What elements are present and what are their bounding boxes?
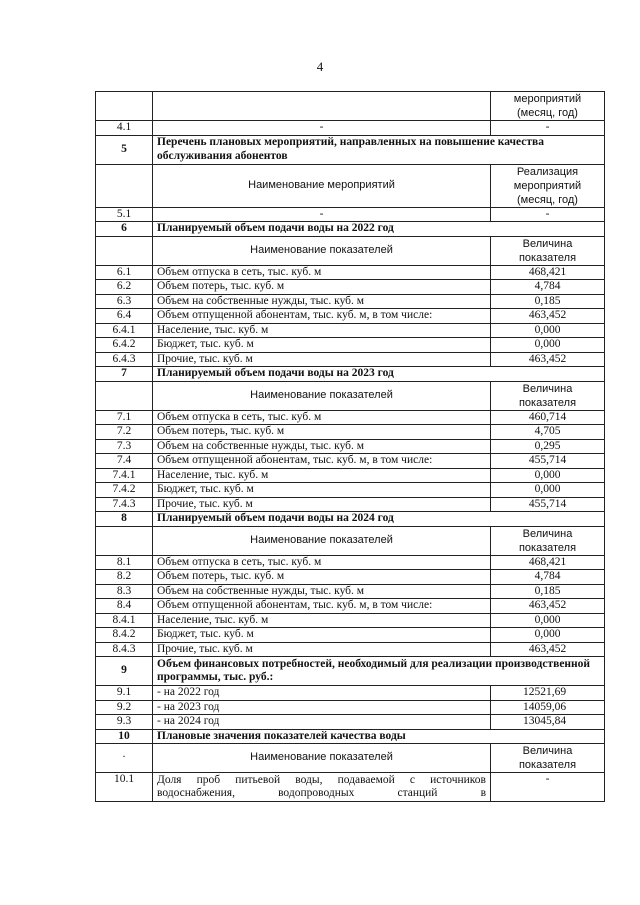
row-value: 460,714 xyxy=(491,410,605,425)
production-program-table xyxy=(95,91,605,802)
column-header-value: Величина показателя xyxy=(491,236,605,265)
row-name: - на 2022 год xyxy=(153,686,491,701)
row-name: Объем потерь, тыс. куб. м xyxy=(153,280,491,295)
table-row xyxy=(96,613,605,628)
table-row xyxy=(96,338,605,353)
row-value: 0,000 xyxy=(491,468,605,483)
row-value: 0,000 xyxy=(491,483,605,498)
row-number: 6.3 xyxy=(96,294,153,309)
row-number: 8.4.1 xyxy=(96,613,153,628)
section-title: Планируемый объем подачи воды на 2024 год xyxy=(153,512,605,527)
section-header-row xyxy=(96,367,605,382)
column-header-value: Реализация мероприятий (месяц, год) xyxy=(491,164,605,207)
row-name: Объем потерь, тыс. куб. м xyxy=(153,570,491,585)
section-header-row xyxy=(96,135,605,164)
row-number: 5.1 xyxy=(96,207,153,222)
row-value: 0,000 xyxy=(491,338,605,353)
column-header-row xyxy=(96,164,605,207)
row-value: 455,714 xyxy=(491,497,605,512)
section-header-row xyxy=(96,222,605,237)
row-value: 0,295 xyxy=(491,439,605,454)
row-name: - на 2023 год xyxy=(153,700,491,715)
row-number: 6.4 xyxy=(96,309,153,324)
column-header-continued: мероприятий (месяц, год) xyxy=(491,92,605,121)
table-row xyxy=(96,439,605,454)
row-number: 8.4.3 xyxy=(96,642,153,657)
row-name: Бюджет, тыс. куб. м xyxy=(153,483,491,498)
column-header-name: Наименование показателей xyxy=(153,236,491,265)
row-number: 10.1 xyxy=(96,773,153,802)
row-number: 7.1 xyxy=(96,410,153,425)
row-name: Объем отпущенной абонентам, тыс. куб. м, в том числе: xyxy=(153,309,491,324)
row-value: 463,452 xyxy=(491,309,605,324)
column-header-row xyxy=(96,381,605,410)
row-number: 7.4 xyxy=(96,454,153,469)
table-row xyxy=(96,352,605,367)
table-row xyxy=(96,715,605,730)
table-row xyxy=(96,497,605,512)
column-header-name: Наименование показателей xyxy=(153,526,491,555)
row-name: Объем отпуска в сеть, тыс. куб. м xyxy=(153,555,491,570)
section-header-row xyxy=(96,512,605,527)
row-value: 463,452 xyxy=(491,352,605,367)
row-name: Население, тыс. куб. м xyxy=(153,323,491,338)
table-row xyxy=(96,686,605,701)
row-value: 463,452 xyxy=(491,599,605,614)
row-value: 468,421 xyxy=(491,555,605,570)
table-row xyxy=(96,454,605,469)
row-number: 6.4.1 xyxy=(96,323,153,338)
column-header-name: Наименование показателей xyxy=(153,381,491,410)
row-value: - xyxy=(491,121,605,136)
section-title: Плановые значения показателей качества воды xyxy=(153,729,605,744)
row-name: Объем на собственные нужды, тыс. куб. м xyxy=(153,294,491,309)
column-header-name: Наименование показателей xyxy=(153,744,491,773)
table-row xyxy=(96,425,605,440)
row-value: - xyxy=(491,207,605,222)
row-name: - на 2024 год xyxy=(153,715,491,730)
row-value: 4,705 xyxy=(491,425,605,440)
row-value: 468,421 xyxy=(491,265,605,280)
section-number: 10 xyxy=(96,729,153,744)
column-header-value: Величина показателя xyxy=(491,381,605,410)
row-number: 7.4.2 xyxy=(96,483,153,498)
section-title: Планируемый объем подачи воды на 2022 год xyxy=(153,222,605,237)
row-name: - xyxy=(153,121,491,136)
row-number: 8.4.2 xyxy=(96,628,153,643)
row-value: 0,185 xyxy=(491,584,605,599)
table-row xyxy=(96,599,605,614)
table-row xyxy=(96,207,605,222)
row-number: 8.3 xyxy=(96,584,153,599)
table-row xyxy=(96,410,605,425)
row-name: Бюджет, тыс. куб. м xyxy=(153,628,491,643)
row-number: 7.4.1 xyxy=(96,468,153,483)
row-number: 8.4 xyxy=(96,599,153,614)
column-header-value: Величина показателя xyxy=(491,744,605,773)
row-name: Объем на собственные нужды, тыс. куб. м xyxy=(153,584,491,599)
table-row xyxy=(96,265,605,280)
row-value: 13045,84 xyxy=(491,715,605,730)
row-value: 0,000 xyxy=(491,628,605,643)
row-name: - xyxy=(153,207,491,222)
section-header-row xyxy=(96,657,605,686)
row-value: 0,000 xyxy=(491,323,605,338)
table-row xyxy=(96,584,605,599)
row-value: 455,714 xyxy=(491,454,605,469)
row-number: 7.2 xyxy=(96,425,153,440)
row-value: 4,784 xyxy=(491,570,605,585)
table-row xyxy=(96,294,605,309)
row-name: Объем на собственные нужды, тыс. куб. м xyxy=(153,439,491,454)
table-row xyxy=(96,555,605,570)
row-number: 4.1 xyxy=(96,121,153,136)
row-name: Объем отпуска в сеть, тыс. куб. м xyxy=(153,265,491,280)
row-name: Прочие, тыс. куб. м xyxy=(153,642,491,657)
table-row xyxy=(96,773,605,802)
column-header-value: Величина показателя xyxy=(491,526,605,555)
section-title: Планируемый объем подачи воды на 2023 год xyxy=(153,367,605,382)
row-name: Доля проб питьевой воды, подаваемой с источников водоснабжения, водопроводных станций в xyxy=(153,773,491,802)
table-row xyxy=(96,628,605,643)
table-row xyxy=(96,309,605,324)
section-number: 7 xyxy=(96,367,153,382)
row-value: - xyxy=(491,773,605,802)
column-header-row xyxy=(96,744,605,773)
section-number: 9 xyxy=(96,657,153,686)
table-row xyxy=(96,700,605,715)
row-name: Объем отпущенной абонентам, тыс. куб. м, в том числе: xyxy=(153,599,491,614)
section-title: Объем финансовых потребностей, необходимый для реализации производственной программы, тыс. руб.: xyxy=(153,657,605,686)
row-name: Прочие, тыс. куб. м xyxy=(153,497,491,512)
section-header-row xyxy=(96,729,605,744)
row-number: 6.4.2 xyxy=(96,338,153,353)
table-row xyxy=(96,121,605,136)
column-header-row xyxy=(96,236,605,265)
row-number: 9.1 xyxy=(96,686,153,701)
table-row xyxy=(96,570,605,585)
table-row xyxy=(96,468,605,483)
row-value: 14059,06 xyxy=(491,700,605,715)
row-number: 9.2 xyxy=(96,700,153,715)
row-value: 0,185 xyxy=(491,294,605,309)
row-name: Население, тыс. куб. м xyxy=(153,613,491,628)
section-number: 6 xyxy=(96,222,153,237)
row-name: Объем отпуска в сеть, тыс. куб. м xyxy=(153,410,491,425)
row-number: 8.1 xyxy=(96,555,153,570)
table-row xyxy=(96,323,605,338)
row-name: Бюджет, тыс. куб. м xyxy=(153,338,491,353)
row-number-empty: · xyxy=(96,744,153,773)
row-name: Объем отпущенной абонентам, тыс. куб. м, в том числе: xyxy=(153,454,491,469)
row-name: Объем потерь, тыс. куб. м xyxy=(153,425,491,440)
section-number: 5 xyxy=(96,135,153,164)
column-header-name: Наименование мероприятий xyxy=(153,164,491,207)
section-title: Перечень плановых мероприятий, направленных на повышение качества обслуживания абонентов xyxy=(153,135,605,164)
section-number: 8 xyxy=(96,512,153,527)
row-number: 6.1 xyxy=(96,265,153,280)
row-value: 4,784 xyxy=(491,280,605,295)
row-name: Население, тыс. куб. м xyxy=(153,468,491,483)
table-row xyxy=(96,483,605,498)
row-number: 7.4.3 xyxy=(96,497,153,512)
row-number: 6.2 xyxy=(96,280,153,295)
row-number: 8.2 xyxy=(96,570,153,585)
row-number: 9.3 xyxy=(96,715,153,730)
row-number: 6.4.3 xyxy=(96,352,153,367)
row-name: Прочие, тыс. куб. м xyxy=(153,352,491,367)
page-number: 4 xyxy=(316,59,324,74)
column-header-row xyxy=(96,526,605,555)
row-number: 7.3 xyxy=(96,439,153,454)
row-value: 463,452 xyxy=(491,642,605,657)
table-row xyxy=(96,92,605,121)
row-value: 12521,69 xyxy=(491,686,605,701)
table-row xyxy=(96,642,605,657)
row-value: 0,000 xyxy=(491,613,605,628)
table-row xyxy=(96,280,605,295)
